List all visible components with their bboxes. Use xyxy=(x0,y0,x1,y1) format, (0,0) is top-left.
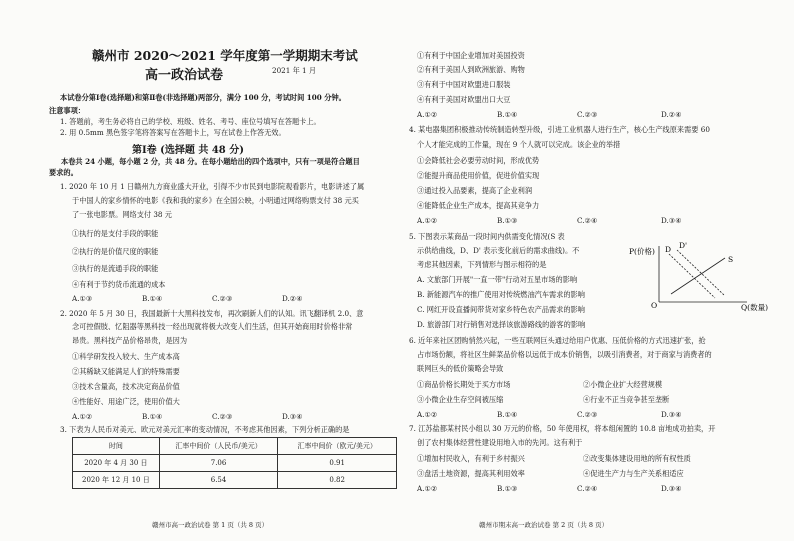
q3-line1: 3. 下表为人民币对美元、欧元对美元汇率的变动情况，不考虑其他因素，下列分析正确的是 xyxy=(60,425,350,434)
q2-answer-d: D.③④ xyxy=(282,412,303,421)
q1-line3: 了一张电影票。网络支付 38 元 xyxy=(72,210,172,219)
q4-line2: 个人才能完成的工作量，现在 9 个人就可以完成。该企业的举措 xyxy=(417,140,621,149)
curve-label: D' xyxy=(679,241,688,250)
q7-option: ②改变集体建设用地的所有权性质 xyxy=(583,454,691,463)
q1-answer-d: D.②④ xyxy=(282,294,303,303)
section-note-2: 要求的。 xyxy=(49,168,78,177)
x-axis-label: Q(数量) xyxy=(741,303,769,312)
q3-option: ④有利于美国对欧盟出口大豆 xyxy=(417,95,511,104)
q6-option: ③小微企业生存空间被压缩 xyxy=(417,395,504,404)
origin-label: O xyxy=(651,301,658,310)
curve-label: S xyxy=(728,255,734,264)
q5-line3: 考虑其他因素，下列情形与图示相符的是 xyxy=(417,260,547,269)
q7-answer-d: D.③④ xyxy=(661,484,682,493)
q3-answer-a: A.①② xyxy=(417,110,438,119)
q3-answer-d: D.②④ xyxy=(661,110,682,119)
q1-line2: 于中国人的家乡情怀的电影《我和我的家乡》在全国公映，小明通过网络购票支付 38 元买 xyxy=(72,196,359,205)
q7-option: ①增加村民收入，有利于乡村振兴 xyxy=(417,454,525,463)
curve-d-prime xyxy=(677,250,725,296)
q1-option: ③执行的是流通手段的职能 xyxy=(72,264,159,273)
supply-demand-chart xyxy=(629,236,779,316)
exchange-rate-table xyxy=(72,437,397,489)
table-cell: 0.91 xyxy=(278,455,397,472)
q6-option: ④行业不正当竞争甚至垄断 xyxy=(583,395,670,404)
attention-1: 1. 答题前，考生务必将自己的学校、班级、姓名、考号、座位号填写在答题卡上。 xyxy=(60,117,321,126)
q6-answer-d: D.③④ xyxy=(661,410,682,419)
q2-answer-a: A.①② xyxy=(72,412,93,421)
q5-option-a: A. 文旅部门开展"一直一带"行动对五星市场的影响 xyxy=(417,275,578,284)
page-footer: 赣州市高一政治试卷 第 1 页（共 8 页） xyxy=(152,521,269,529)
q6-line2: 占市场份额，将社区生鲜菜品价格以远低于成本价销售，以吸引消费者，对于商家与消费者的 xyxy=(417,350,712,359)
q2-line1: 2. 2020 年 5 月 30 日，我国最新十大黑科技发布，再次刷新人们的认知。讯飞翻译机 2.0、意 xyxy=(60,309,364,318)
y-axis-label: P(价格) xyxy=(629,247,655,256)
table-row xyxy=(73,472,397,489)
q2-option: ③技术含量高，技术决定商品价值 xyxy=(72,382,180,391)
exam-subtitle: 高一政治试卷 xyxy=(145,68,224,83)
curve-label: D xyxy=(665,245,672,254)
q2-line3: 昂贵。黑科技产品价格昂贵，是因为 xyxy=(72,336,188,345)
q6-answer-c: C.②③ xyxy=(577,410,598,419)
q1-line1: 1. 2020 年 10 月 1 日赣州九方商业盛大开业，引得不少市民到电影院观看影片，电影讲述了属 xyxy=(60,182,365,191)
q2-option: ④性能好、用途广泛，使用价值大 xyxy=(72,397,180,406)
q6-answer-a: A.①② xyxy=(417,410,438,419)
q2-answer-b: B.①④ xyxy=(142,412,163,421)
chart-series xyxy=(665,241,733,298)
table-cell: 2020 年 4 月 30 日 xyxy=(73,455,160,472)
q7-option: ③盘活土地资源，提高其利用效率 xyxy=(417,469,525,478)
q4-answer-a: A.①② xyxy=(417,216,438,225)
q5-option-d: D. 旅游部门对行销售对选择该旅游路线的游客的影响 xyxy=(417,320,586,329)
curve-s xyxy=(671,258,725,294)
q3-option: ③有利于中国对欧盟进口服装 xyxy=(417,80,511,89)
q6-answer-b: B.①④ xyxy=(497,410,518,419)
curve-d xyxy=(669,254,715,298)
q2-option: ②其稀缺又能满足人们的特殊需要 xyxy=(72,367,180,376)
q7-line1: 7. 江苏盐都某村民小组以 30 万元的价格，50 年使用权，将本组闲置的 10.8 亩地成功拍卖，开 xyxy=(409,424,716,433)
page-2 xyxy=(397,0,794,541)
q4-answer-d: D.③④ xyxy=(661,216,682,225)
q2-option: ①科学研发投入较大、生产成本高 xyxy=(72,352,180,361)
q4-line1: 4. 某电器集团积极推动传统制造转型升级，引进工业机器人进行生产，核心生产线原来需要 60 xyxy=(409,125,710,134)
q7-answer-a: A.①② xyxy=(417,484,438,493)
q6-line1: 6. 近年来社区团购悄然兴起，一些互联网巨头通过给用户优惠、压低价格的方式迅速扩张，抢 xyxy=(409,336,706,345)
q6-option: ②小微企业扩大经营规模 xyxy=(583,380,663,389)
section-note: 本卷共 24 小题，每小题 2 分，共 48 分。在每小题给出的四个选项中，只有一项是符合题目 xyxy=(61,157,360,166)
q3-answer-c: C.②③ xyxy=(577,110,598,119)
q2-answer-c: C.②③ xyxy=(212,412,233,421)
q7-answer-c: C.②④ xyxy=(577,484,598,493)
q1-option: ④有利于节约货币流通的成本 xyxy=(72,280,166,289)
q3-option: ①有利于中国企业增加对美国投资 xyxy=(417,51,525,60)
q1-option: ②执行的是价值尺度的职能 xyxy=(72,247,159,256)
q5-line2: 示供给曲线，D、D' 表示变化前后的需求曲线)。不 xyxy=(417,246,580,255)
table-header: 汇率中间价（欧元/美元） xyxy=(278,438,397,455)
q4-answer-b: B.①③ xyxy=(497,216,518,225)
page-footer: 赣州市期末高一政治试卷 第 2 页（共 8 页） xyxy=(479,521,609,529)
q6-option: ①商品价格长期处于买方市场 xyxy=(417,380,511,389)
table-cell: 7.06 xyxy=(159,455,278,472)
exam-date: 2021 年 1 月 xyxy=(272,66,317,75)
table-row xyxy=(73,455,397,472)
q4-answer-c: C.②④ xyxy=(577,216,598,225)
attention-label: 注意事项： xyxy=(49,106,85,115)
q1-answer-a: A.①③ xyxy=(72,294,93,303)
table-cell: 6.54 xyxy=(159,472,278,489)
q5-line1: 5. 下图表示某商品一段时间内供需变化情况(S 表 xyxy=(409,232,565,241)
section-title: 第Ⅰ卷 (选择题 共 48 分) xyxy=(132,145,244,156)
q1-answer-c: C.②③ xyxy=(212,294,233,303)
q7-answer-b: B.①③ xyxy=(497,484,518,493)
table-header: 时间 xyxy=(73,438,160,455)
table-header: 汇率中间价（人民币/美元） xyxy=(159,438,278,455)
attention-2: 2. 用 0.5mm 黑色签字笔将答案写在答题卡上，写在试卷上作答无效。 xyxy=(60,128,286,137)
intro-text: 本试卷分第Ⅰ卷(选择题)和第Ⅱ卷(非选择题)两部分，满分 100 分，考试时间 100 分钟。 xyxy=(60,93,346,102)
q7-option: ④促进生产力与生产关系相适应 xyxy=(583,469,684,478)
exam-title: 赣州市 2020～2021 学年度第一学期期末考试 xyxy=(92,48,358,63)
q2-line2: 念可控假肢、忆阻器等黑科技一经出现就将极大改变人们生活，但其开始商用时价格非常 xyxy=(72,322,353,331)
table-cell: 2020 年 12 月 10 日 xyxy=(73,472,160,489)
q5-option-c: C. 网红开设直播间带货对家乡特色农产品需求的影响 xyxy=(417,305,585,314)
table-header-row xyxy=(73,438,397,455)
table-cell: 0.82 xyxy=(278,472,397,489)
q1-answer-b: B.①④ xyxy=(142,294,163,303)
q3-answer-b: B.①④ xyxy=(497,110,518,119)
q4-option: ④能降低企业生产成本，提高其竞争力 xyxy=(417,201,540,210)
q4-option: ③通过投入品要素，提高了企业利润 xyxy=(417,186,533,195)
q3-option: ②有利于美国人到欧洲旅游、购物 xyxy=(417,65,525,74)
q7-line2: 创了农村集体经营性建设用地入市的先河。这有利于 xyxy=(417,438,583,447)
q1-option: ①执行的是支付手段的职能 xyxy=(72,229,159,238)
q4-option: ②能提升商品使用价值，促进价值实现 xyxy=(417,171,540,180)
q6-line3: 联网巨头的低价策略会导致 xyxy=(417,364,504,373)
q4-option: ①会降低社会必要劳动时间，形成优势 xyxy=(417,156,540,165)
q5-option-b: B. 新能源汽车的推广使用对传统燃油汽车需求的影响 xyxy=(417,290,585,299)
